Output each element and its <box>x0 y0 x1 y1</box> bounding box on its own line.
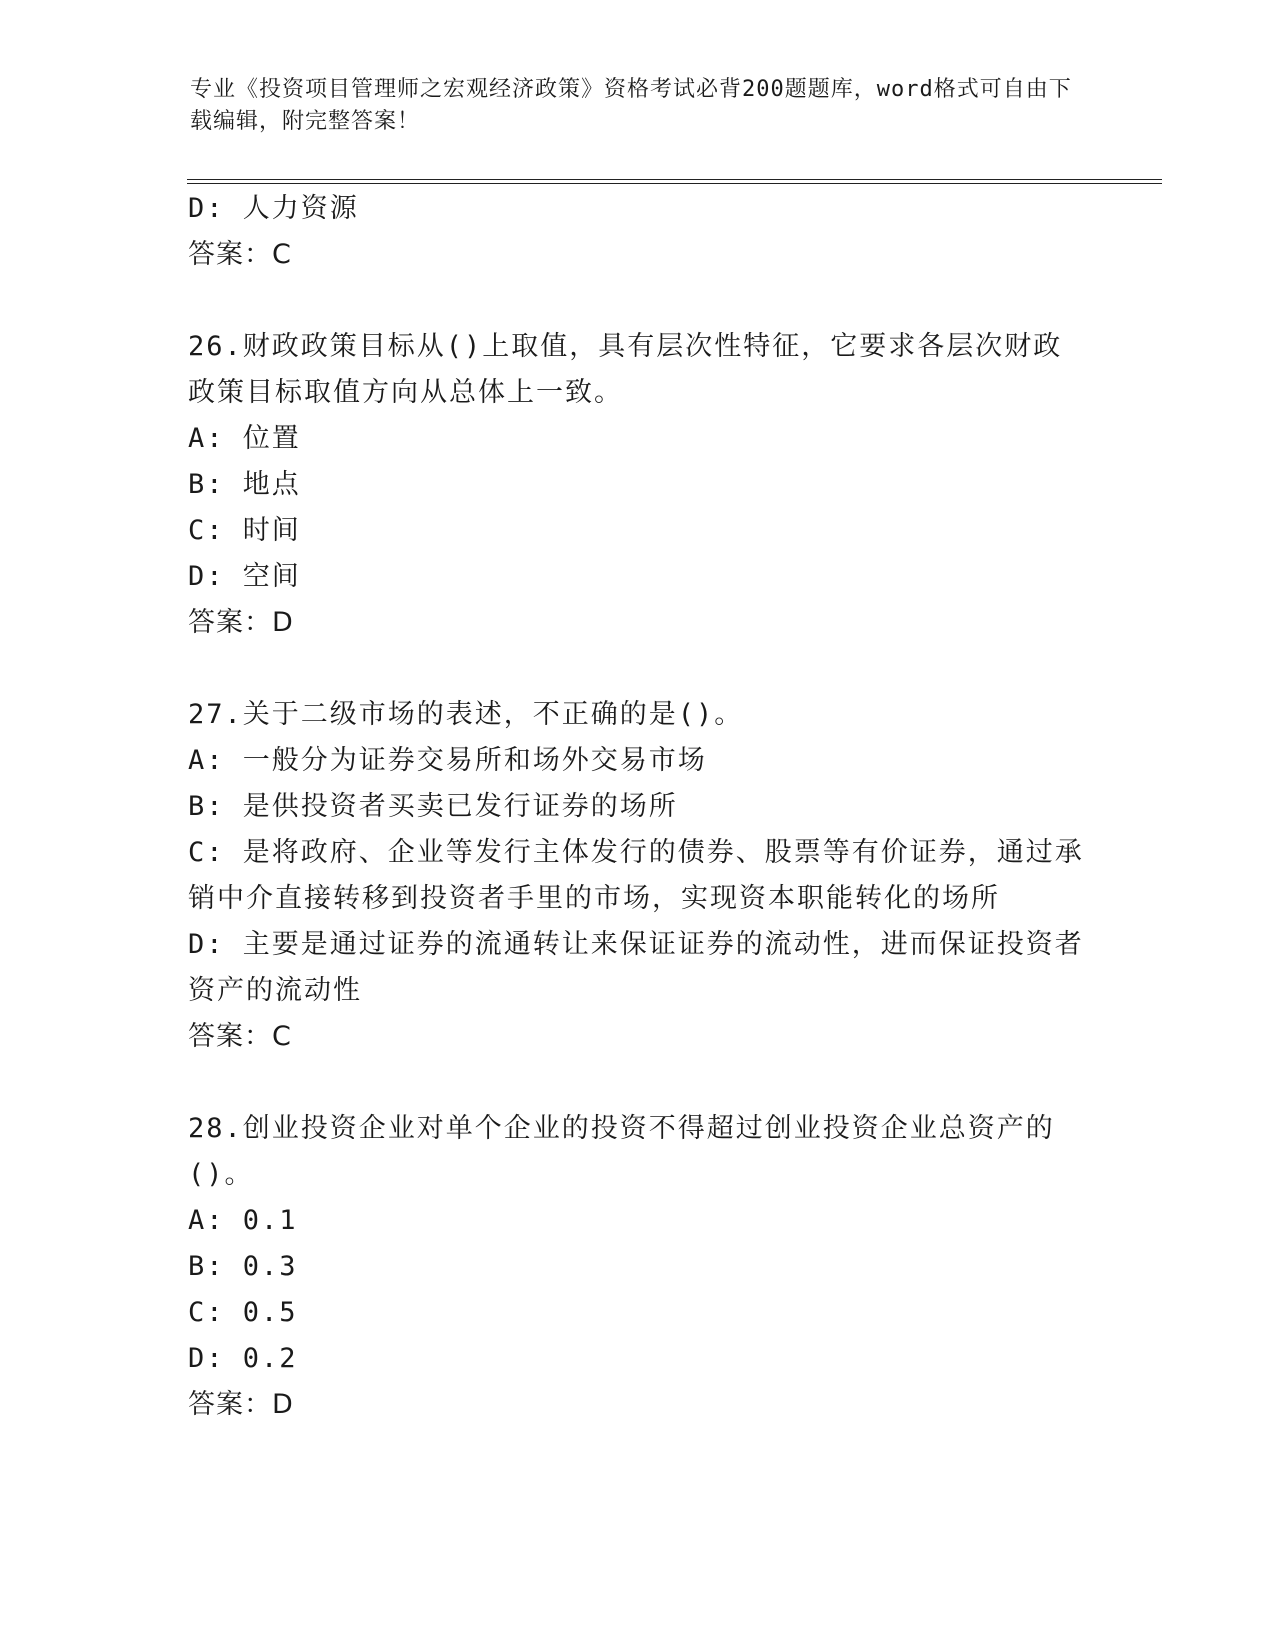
answer-line: 答案：D <box>188 607 294 638</box>
question-stem: 27.关于二级市场的表述，不正确的是()。 <box>188 699 744 730</box>
question-26 <box>188 324 1088 646</box>
page-header: 专业《投资项目管理师之宏观经济政策》资格考试必背200题题库，word格式可自由下载编辑，附完整答案！ <box>190 77 1072 134</box>
option-d: D: 人力资源 <box>188 193 359 224</box>
answer-line: 答案：D <box>188 1389 294 1420</box>
answer-line: 答案：C <box>188 1021 292 1052</box>
option-c: C: 是将政府、企业等发行主体发行的债券、股票等有价证券，通过承销中介直接转移到投资者手里的市场，实现资本职能转化的场所 <box>188 837 1084 914</box>
option-b: B: 是供投资者买卖已发行证券的场所 <box>188 791 678 822</box>
question-content <box>188 186 1088 1428</box>
option-a: A: 0.1 <box>188 1205 298 1236</box>
previous-question-tail <box>188 186 1088 278</box>
option-c: C: 时间 <box>188 515 301 546</box>
option-a: A: 位置 <box>188 423 301 454</box>
question-stem: 28.创业投资企业对单个企业的投资不得超过创业投资企业总资产的()。 <box>188 1113 1055 1190</box>
header-divider <box>187 179 1162 180</box>
option-c: C: 0.5 <box>188 1297 298 1328</box>
option-d: D: 0.2 <box>188 1343 298 1374</box>
answer-line: 答案：C <box>188 239 292 270</box>
header-divider-secondary <box>187 183 1162 184</box>
question-stem: 26.财政政策目标从()上取值，具有层次性特征，它要求各层次财政政策目标取值方向从总体上一致。 <box>188 331 1063 408</box>
question-28 <box>188 1106 1088 1428</box>
option-d: D: 空间 <box>188 561 301 592</box>
option-d: D: 主要是通过证券的流通转让来保证证券的流动性，进而保证投资者资产的流动性 <box>188 929 1084 1006</box>
question-27 <box>188 692 1088 1060</box>
option-a: A: 一般分为证券交易所和场外交易市场 <box>188 745 707 776</box>
option-b: B: 地点 <box>188 469 301 500</box>
option-b: B: 0.3 <box>188 1251 298 1282</box>
